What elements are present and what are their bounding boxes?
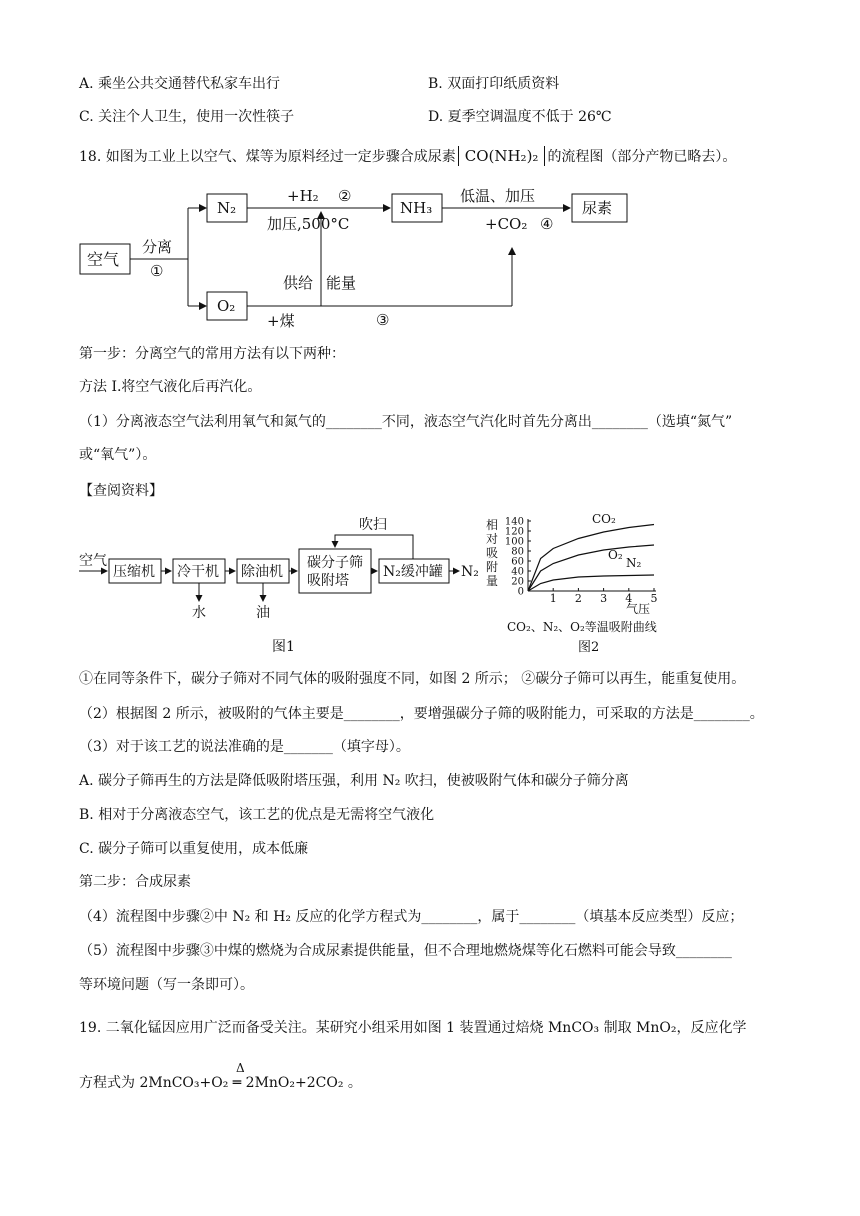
- method-one: 方法 I.将空气液化后再汽化。: [79, 379, 262, 395]
- fig1-caption: 图1: [272, 639, 295, 655]
- question-3-option-a: A. 碳分子筛再生的方法是降低吸附塔压强，利用 N₂ 吹扫，使被吸附气体和碳分子筛分离: [79, 773, 629, 789]
- nh3-label: NH₃: [400, 199, 433, 217]
- y-axis-label-char: 量: [486, 574, 499, 588]
- air-label: 空气: [87, 250, 120, 269]
- fig1-tower-line2: 吸附塔: [307, 573, 349, 589]
- fig1-purge: 吹扫: [359, 517, 387, 533]
- delta-symbol: Δ: [236, 1061, 245, 1075]
- option-b: B. 双面打印纸质资料: [428, 76, 560, 92]
- figure1-process-diagram: [75, 505, 495, 655]
- step1-label: ①: [150, 262, 164, 280]
- y-tick-label: 140: [504, 516, 524, 528]
- question-3-option-c: C. 碳分子筛可以重复使用，成本低廉: [79, 841, 309, 857]
- q18-stem: [79, 146, 736, 167]
- co2-curve-label: CO₂: [592, 512, 616, 526]
- urea-flow-diagram: [70, 180, 690, 335]
- n2-label: N₂: [217, 199, 237, 217]
- question-3: （3）对于该工艺的说法准确的是_______（填字母）。: [79, 739, 410, 755]
- fig1-n2-out: N₂: [461, 564, 479, 580]
- n2-curve: [528, 575, 654, 591]
- fig1-buffer: N₂缓冲罐: [383, 564, 443, 580]
- question-2: （2）根据图 2 所示，被吸附的气体主要是________，要增强碳分子筛的吸附能力，可采取的方法是________。: [79, 706, 764, 722]
- energy-label: 能量: [326, 274, 357, 292]
- chart-title: CO₂、N₂、O₂等温吸附曲线: [507, 620, 657, 634]
- y-tick-label: 20: [511, 576, 524, 588]
- q18-stem-pre: 18. 如图为工业上以空气、煤等为原料经过一定步骤合成尿素: [79, 149, 456, 165]
- reference-info: ①在同等条件下，碳分子筛对不同气体的吸附强度不同，如图 2 所示； ②碳分子筛可以再生，能重复使用。: [79, 671, 746, 687]
- fig1-compressor: 压缩机: [113, 564, 155, 580]
- x-tick-label: 4: [625, 592, 633, 605]
- fig1-air: 空气: [79, 553, 107, 569]
- y-tick-label: 100: [504, 536, 524, 548]
- x-axis-label: 气压: [626, 602, 651, 616]
- y-tick-label: 120: [504, 526, 524, 538]
- question-19-line2: 方程式为 2MnCO₃+O₂ ═ 2MnO₂+2CO₂ 。: [79, 1075, 362, 1091]
- step-one: 第一步：分离空气的常用方法有以下两种：: [79, 346, 345, 362]
- reference-heading: 【查阅资料】: [79, 483, 163, 499]
- step-two: 第二步：合成尿素: [79, 874, 191, 890]
- fig1-tower-line1: 碳分子筛: [307, 555, 363, 571]
- n2-curve-label: N₂: [626, 556, 642, 570]
- cond2-label: 加压,500°C: [267, 215, 350, 233]
- question-4: （4）流程图中步骤②中 N₂ 和 H₂ 反应的化学方程式为________，属于________（填基本反应类型）反应；: [79, 909, 744, 925]
- figure2-adsorption-chart: [480, 505, 680, 660]
- x-tick-label: 5: [650, 592, 658, 605]
- y-axis-label-char: 相: [486, 518, 499, 532]
- step4-label: ④: [540, 215, 554, 233]
- question-5-line1: （5）流程图中步骤③中煤的燃烧为合成尿素提供能量，但不合理地燃烧煤等化石燃料可能会导致________: [79, 943, 732, 959]
- y-axis-label-char: 吸: [486, 546, 499, 560]
- question-3-option-b: B. 相对于分离液态空气，该工艺的优点是无需将空气液化: [79, 807, 435, 823]
- supply-label: 供给: [283, 274, 314, 292]
- option-c: C. 关注个人卫生，使用一次性筷子: [79, 109, 295, 125]
- co2-label: +CO₂: [485, 215, 528, 233]
- option-a: A. 乘坐公共交通替代私家车出行: [79, 76, 281, 92]
- y-tick-label: 60: [511, 556, 524, 568]
- y-tick-label: 80: [511, 546, 524, 558]
- question-1-line2: 或“氧气”）。: [79, 447, 157, 463]
- urea-label: 尿素: [582, 199, 613, 217]
- y-axis-label-char: 附: [486, 560, 499, 574]
- y-tick-label: 40: [511, 566, 524, 578]
- q18-stem-post: 的流程图（部分产物已略去）。: [547, 149, 737, 165]
- question-19-line1: 19. 二氧化锰因应用广泛而备受关注。某研究小组采用如图 1 装置通过焙烧 MnCO₃ 制取 MnO₂，反应化学: [79, 1020, 747, 1036]
- y-tick-label: 0: [517, 586, 524, 598]
- fig1-dryer: 冷干机: [177, 564, 219, 580]
- question-5-line2: 等环境问题（写一条即可）。: [79, 977, 254, 993]
- cond4-label: 低温、加压: [460, 187, 536, 205]
- fig1-deoil: 除油机: [241, 564, 283, 580]
- coal-label: +煤: [267, 312, 295, 330]
- question-1-line1: （1）分离液态空气法利用氧气和氮气的________不同，液态空气汽化时首先分离出________（选填“氮气”: [79, 414, 733, 430]
- x-tick-label: 2: [574, 592, 582, 605]
- x-tick-label: 3: [600, 592, 608, 605]
- step2-label: ②: [338, 187, 352, 205]
- fig1-water: 水: [192, 605, 206, 621]
- h2-label: +H₂: [287, 187, 319, 205]
- x-tick-label: 1: [549, 592, 557, 605]
- o2-label: O₂: [217, 297, 236, 315]
- q18-formula: CO(NH₂)₂: [458, 146, 546, 166]
- step3-label: ③: [376, 311, 390, 329]
- y-axis-label-char: 对: [486, 532, 499, 546]
- separate-label: 分离: [142, 238, 173, 256]
- fig1-oil: 油: [256, 605, 270, 621]
- option-d: D. 夏季空调温度不低于 26℃: [428, 109, 612, 125]
- fig2-caption: 图2: [578, 640, 600, 655]
- o2-curve-label: O₂: [608, 548, 623, 562]
